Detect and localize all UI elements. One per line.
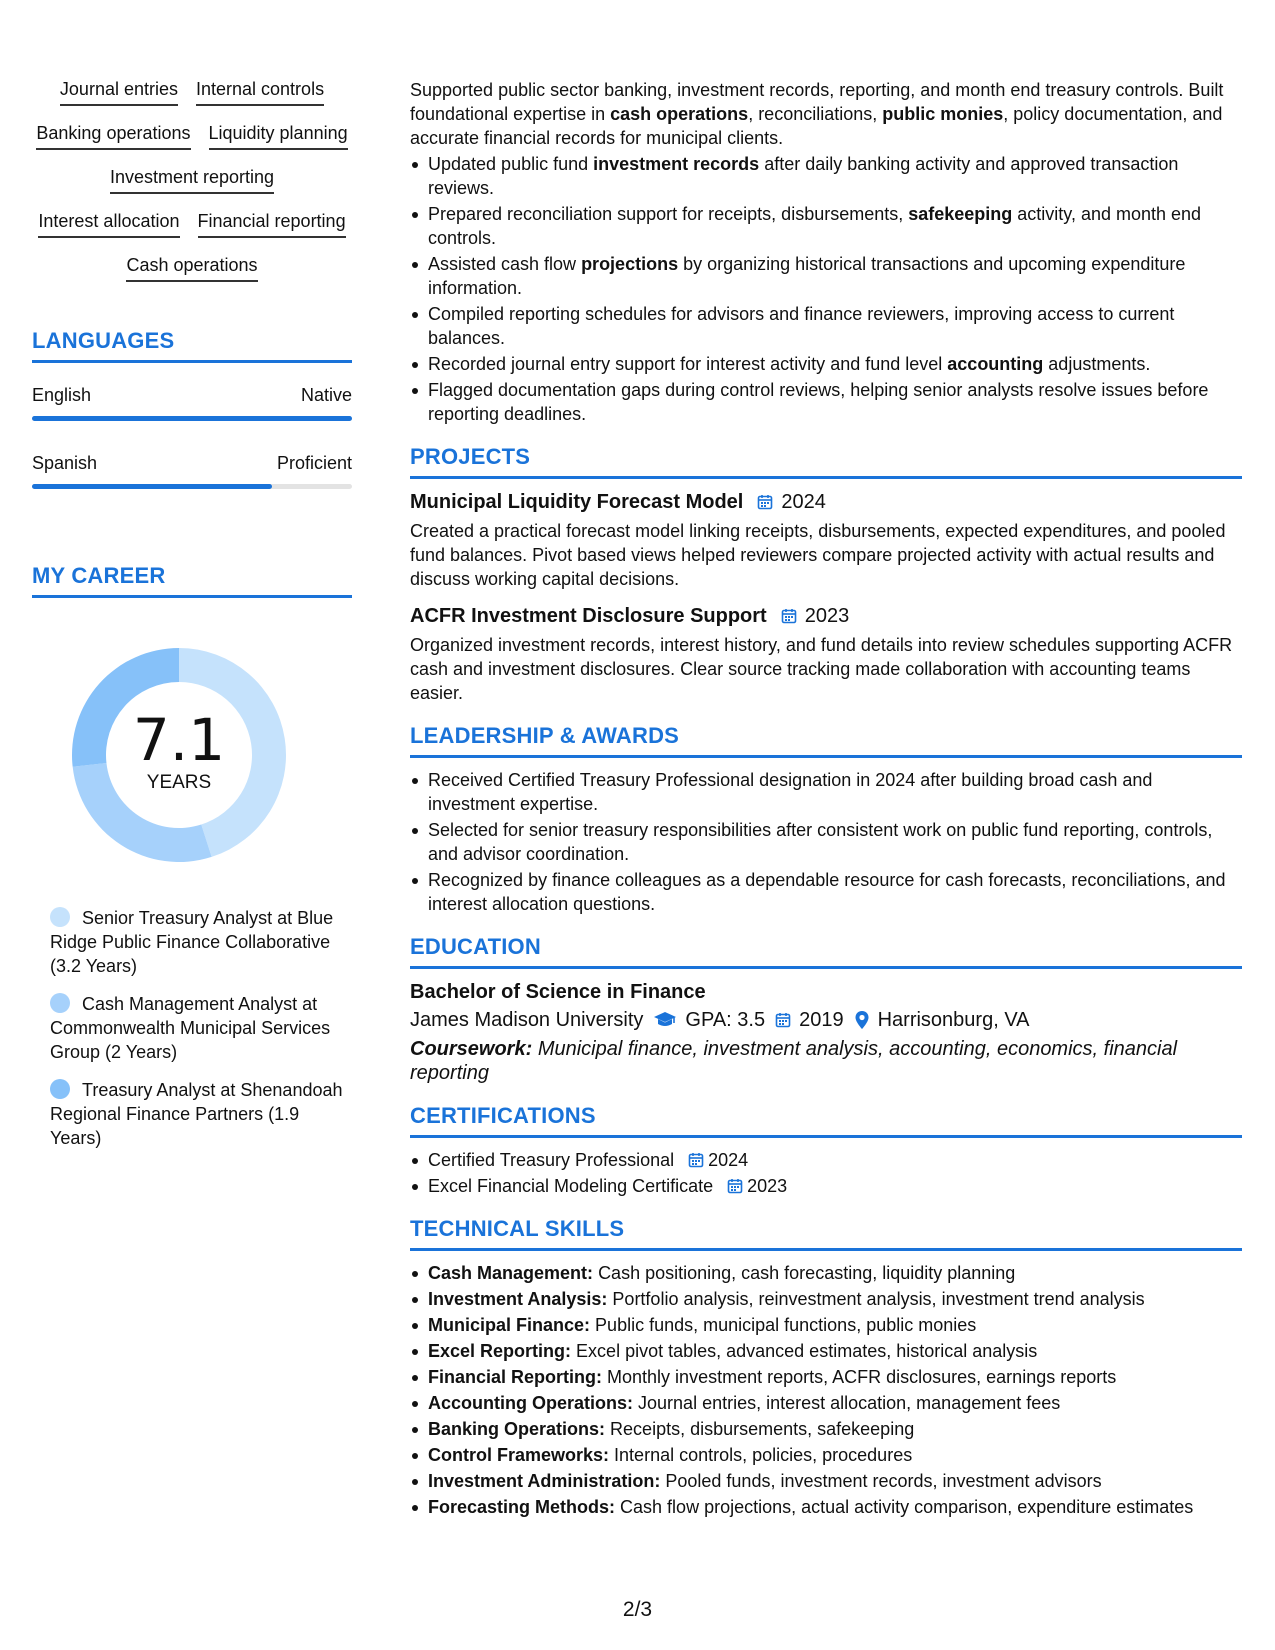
certification-row bbox=[428, 1174, 1242, 1198]
technical-skill-item bbox=[410, 1261, 1242, 1285]
language-name: English bbox=[32, 385, 92, 405]
skill-label: Cash Management: bbox=[428, 1263, 594, 1283]
emphasis-text: investment records bbox=[593, 154, 760, 174]
emphasis-text: accounting bbox=[947, 354, 1044, 374]
skill-tag: Interest allocation bbox=[38, 210, 179, 238]
skill-label: Investment Analysis: bbox=[428, 1289, 608, 1309]
skill-text: Excel pivot tables, advanced estimates, historical analysis bbox=[576, 1341, 1038, 1361]
emphasis-text: safekeeping bbox=[908, 204, 1013, 224]
technical-skills-section bbox=[410, 1216, 1242, 1519]
skill-label: Financial Reporting: bbox=[428, 1367, 603, 1387]
technical-skill-item bbox=[410, 1443, 1242, 1467]
education-section bbox=[410, 934, 1242, 1085]
language-level: Native bbox=[300, 385, 352, 405]
skill-label: Investment Administration: bbox=[428, 1471, 661, 1491]
skill-label: Accounting Operations: bbox=[428, 1393, 634, 1413]
career-legend-dot bbox=[50, 993, 70, 1013]
career-heading: MY CAREER bbox=[32, 563, 352, 598]
calendar-icon bbox=[775, 1012, 791, 1028]
experience-section bbox=[410, 78, 1242, 426]
body-text: Updated public fund bbox=[428, 154, 594, 174]
career-item bbox=[50, 1078, 352, 1150]
body-text: Assisted cash flow bbox=[428, 254, 582, 274]
body-text: Compiled reporting schedules for advisors and finance reviewers, improving access to current balances. bbox=[428, 304, 1175, 348]
location-pin-icon bbox=[854, 1010, 870, 1030]
education-year: 2019 bbox=[799, 1009, 844, 1031]
education-coursework bbox=[410, 1037, 1242, 1085]
experience-bullet bbox=[410, 352, 1242, 376]
emphasis-text: projections bbox=[581, 254, 679, 274]
language-bar-fill bbox=[32, 484, 272, 489]
experience-bullet bbox=[410, 202, 1242, 250]
technical-skill-item bbox=[410, 1417, 1242, 1441]
certification-name: Excel Financial Modeling Certificate bbox=[428, 1176, 714, 1196]
skill-tag: Investment reporting bbox=[110, 166, 274, 194]
skill-label: Municipal Finance: bbox=[428, 1315, 591, 1335]
languages-section bbox=[32, 328, 352, 489]
certification-year: 2023 bbox=[747, 1176, 788, 1196]
left-column bbox=[32, 78, 352, 1164]
certification-row bbox=[428, 1148, 1242, 1172]
leadership-section bbox=[410, 723, 1242, 916]
education-degree: Bachelor of Science in Finance bbox=[410, 981, 706, 1003]
body-text: Supported public sector banking, investment records, reporting, and month end treasury controls. Built foundational expertise in bbox=[410, 80, 1224, 124]
skill-text: Monthly investment reports, ACFR disclosures, earnings reports bbox=[607, 1367, 1117, 1387]
education-school: James Madison University bbox=[410, 1009, 644, 1031]
body-text: Flagged documentation gaps during control reviews, helping senior analysts resolve issues before reporting deadlines. bbox=[428, 380, 1209, 424]
career-total-years: 7.1 bbox=[132, 706, 226, 774]
skill-tag: Journal entries bbox=[60, 78, 178, 106]
certification-year: 2024 bbox=[708, 1150, 749, 1170]
certification-item bbox=[410, 1148, 1242, 1172]
career-section bbox=[32, 563, 352, 1150]
certifications-list bbox=[410, 1148, 1242, 1198]
skill-text: Receipts, disbursements, safekeeping bbox=[610, 1419, 915, 1439]
project-title-row bbox=[410, 489, 1242, 515]
skill-tag: Banking operations bbox=[36, 122, 190, 150]
skill-tag: Financial reporting bbox=[198, 210, 346, 238]
leadership-item: Selected for senior treasury responsibilities after consistent work on public fund reporting, controls, and advisor coordination. bbox=[410, 818, 1242, 866]
skill-text: Public funds, municipal functions, public monies bbox=[595, 1315, 977, 1335]
experience-bullet bbox=[410, 378, 1242, 426]
technical-skill-item bbox=[410, 1365, 1242, 1389]
experience-bullet bbox=[410, 252, 1242, 300]
project-description: Organized investment records, interest history, and fund details into review schedules supporting ACFR cash and investment disclosures. Clear source tracking made collaboration with accounting teams easier. bbox=[410, 635, 1233, 703]
body-text: after daily banking activity and approved transaction reviews. bbox=[428, 154, 1179, 198]
projects-section bbox=[410, 444, 1242, 705]
body-text: Prepared reconciliation support for receipts, disbursements, bbox=[428, 204, 909, 224]
language-bar bbox=[32, 484, 352, 489]
calendar-icon bbox=[727, 1178, 743, 1194]
emphasis-text: cash operations bbox=[610, 104, 749, 124]
language-bar-fill bbox=[32, 416, 352, 421]
leadership-item: Received Certified Treasury Professional designation in 2024 after building broad cash and investment expertise. bbox=[410, 768, 1242, 816]
coursework-label: Coursework: bbox=[410, 1038, 533, 1060]
experience-bullet bbox=[410, 152, 1242, 200]
calendar-icon bbox=[688, 1152, 704, 1168]
education-heading: EDUCATION bbox=[410, 934, 1242, 969]
technical-skill-item bbox=[410, 1287, 1242, 1311]
skill-tag: Internal controls bbox=[196, 78, 324, 106]
project-name: ACFR Investment Disclosure Support bbox=[410, 605, 767, 627]
experience-bullet bbox=[410, 302, 1242, 350]
certification-item bbox=[410, 1174, 1242, 1198]
graduation-cap-icon bbox=[653, 1011, 677, 1029]
technical-skill-item bbox=[410, 1495, 1242, 1519]
donut-center bbox=[64, 640, 294, 870]
career-donut-chart bbox=[64, 640, 294, 870]
project-year: 2024 bbox=[781, 491, 826, 513]
project-item bbox=[410, 603, 1242, 705]
career-item-text: Treasury Analyst at Shenandoah Regional Finance Partners (1.9 Years) bbox=[50, 1080, 343, 1148]
career-total-unit: YEARS bbox=[146, 772, 212, 793]
technical-skills-heading: TECHNICAL SKILLS bbox=[410, 1216, 1242, 1251]
language-name: Spanish bbox=[32, 453, 98, 473]
project-title-row bbox=[410, 603, 1242, 629]
technical-skill-item bbox=[410, 1391, 1242, 1415]
skill-text: Cash positioning, cash forecasting, liquidity planning bbox=[598, 1263, 1016, 1283]
technical-skill-item bbox=[410, 1339, 1242, 1363]
page-number: 2/3 bbox=[622, 1598, 653, 1621]
skill-label: Forecasting Methods: bbox=[428, 1497, 616, 1517]
career-legend-dot bbox=[50, 1079, 70, 1099]
skill-tags bbox=[32, 78, 352, 282]
skill-text: Pooled funds, investment records, investment advisors bbox=[665, 1471, 1102, 1491]
career-item-text: Cash Management Analyst at Commonwealth Municipal Services Group (2 Years) bbox=[50, 994, 331, 1062]
career-item bbox=[50, 992, 352, 1064]
skill-label: Control Frameworks: bbox=[428, 1445, 610, 1465]
project-item bbox=[410, 489, 1242, 591]
technical-skills-list bbox=[410, 1261, 1242, 1519]
career-item-text: Senior Treasury Analyst at Blue Ridge Public Finance Collaborative (3.2 Years) bbox=[50, 908, 334, 976]
certifications-heading: CERTIFICATIONS bbox=[410, 1103, 1242, 1138]
body-text: , reconciliations, bbox=[748, 104, 883, 124]
calendar-icon bbox=[781, 608, 797, 624]
skill-text: Internal controls, policies, procedures bbox=[614, 1445, 913, 1465]
emphasis-text: public monies bbox=[882, 104, 1004, 124]
skill-label: Excel Reporting: bbox=[428, 1341, 572, 1361]
language-level: Proficient bbox=[276, 453, 352, 473]
certification-name: Certified Treasury Professional bbox=[428, 1150, 675, 1170]
project-description: Created a practical forecast model linking receipts, disbursements, expected expenditures, and pooled fund balances. Pivot based views helped reviewers compare projected activity with actual results and discuss working capital decisions. bbox=[410, 521, 1226, 589]
language-row bbox=[32, 453, 352, 474]
skill-text: Portfolio analysis, reinvestment analysis, investment trend analysis bbox=[612, 1289, 1145, 1309]
leadership-item: Recognized by finance colleagues as a dependable resource for cash forecasts, reconciliations, and interest allocation questions. bbox=[410, 868, 1242, 916]
career-legend-dot bbox=[50, 907, 70, 927]
languages-heading: LANGUAGES bbox=[32, 328, 352, 363]
skill-text: Cash flow projections, actual activity comparison, expenditure estimates bbox=[620, 1497, 1194, 1517]
experience-bullets bbox=[410, 152, 1242, 426]
calendar-icon bbox=[757, 494, 773, 510]
language-bar bbox=[32, 416, 352, 421]
coursework-text: Municipal finance, investment analysis, accounting, economics, financial reporting bbox=[410, 1038, 1178, 1084]
body-text: by organizing historical transactions and upcoming expenditure information. bbox=[428, 254, 1186, 298]
career-list bbox=[32, 906, 352, 1150]
skill-text: Journal entries, interest allocation, management fees bbox=[638, 1393, 1061, 1413]
technical-skill-item bbox=[410, 1313, 1242, 1337]
education-location: Harrisonburg, VA bbox=[877, 1009, 1030, 1031]
technical-skill-item bbox=[410, 1469, 1242, 1493]
leadership-list bbox=[410, 768, 1242, 916]
skill-tag: Cash operations bbox=[126, 254, 257, 282]
education-details bbox=[410, 1005, 1242, 1035]
career-item bbox=[50, 906, 352, 978]
leadership-heading: LEADERSHIP & AWARDS bbox=[410, 723, 1242, 758]
skill-tag: Liquidity planning bbox=[209, 122, 348, 150]
skill-label: Banking Operations: bbox=[428, 1419, 606, 1439]
project-year: 2023 bbox=[804, 605, 850, 627]
projects-heading: PROJECTS bbox=[410, 444, 1242, 479]
body-text: adjustments. bbox=[1043, 354, 1151, 374]
education-gpa: GPA: 3.5 bbox=[685, 1009, 766, 1031]
language-row bbox=[32, 385, 352, 406]
certifications-section bbox=[410, 1103, 1242, 1198]
experience-summary bbox=[410, 78, 1242, 150]
body-text: activity, and month end controls. bbox=[428, 204, 1202, 248]
project-name: Municipal Liquidity Forecast Model bbox=[410, 491, 744, 513]
body-text: , policy documentation, and accurate financial records for municipal clients. bbox=[410, 104, 1223, 148]
body-text: Recorded journal entry support for interest activity and fund level bbox=[428, 354, 948, 374]
right-column bbox=[410, 78, 1242, 1521]
